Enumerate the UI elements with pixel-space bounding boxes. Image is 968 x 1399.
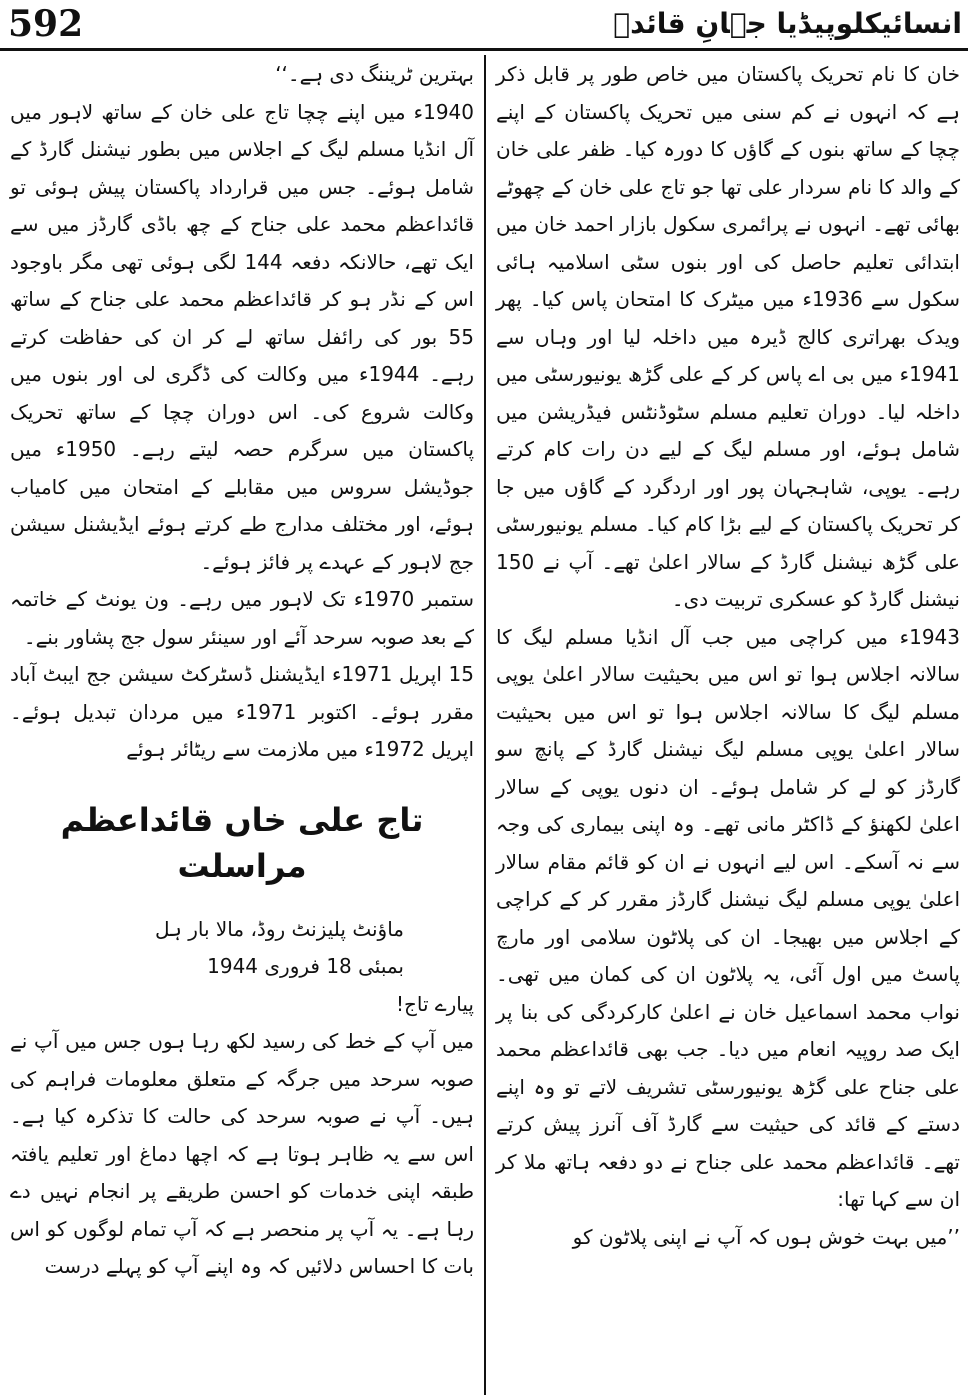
right-column [496,56,960,1256]
letter-body: میں آپ کے خط کی رسید لکھ رہا ہوں جس میں آپ نے صوبہ سرحد میں جرگہ کے متعلق معلومات فراہم کی ہیں۔ آپ نے صوبہ سرحد کی حالت کا تذکرہ کیا ہے۔ اس سے یہ ظاہر ہوتا ہے کہ اچھا دماغ اور تعلیم یافتہ طبقہ اپنی خدمات کو احسن طریقے پر انجام نہیں دے رہا ہے۔ یہ آپ پر منحصر ہے کہ آپ تمام لوگوں کو اس بات کا احساس دلائیں کہ وہ اپنے آپ کو پہلے درست [10,1029,474,1278]
paragraph: 1940ء میں اپنے چچا تاج علی خان کے ساتھ لاہور میں آل انڈیا مسلم لیگ کے اجلاس میں بطور نیشنل گارڈ کے شامل ہوئے۔ جس میں قرارداد پاکستان پیش ہوئی تو قائداعظم محمد علی جناح کے چھ باڈی گارڈز میں سے ایک تھے، حالانکہ دفعہ 144 لگی ہوئی تھی مگر باوجود اس کے نڈر ہو کر قائداعظم محمد علی جناح کے ساتھ 55 بور کی رائفل ساتھ لے کر ان کی حفاظت کرتے رہے۔ 1944ء میں وکالت کی ڈگری لی اور بنوں میں وکالت شروع کی۔ اس دوران چچا کے ساتھ تحریک پاکستان میں سرگرم حصہ لیتے رہے۔ 1950ء میں جوڈیشل سروس میں مقابلے کے امتحان میں کامیاب ہوئے، اور مختلف مدارج طے کرتے ہوئے ایڈیشنل سیشن جج لاہور کے عہدے پر فائز ہوئے۔ [10,99,475,574]
page-header [0,0,968,48]
column-divider [484,55,486,1395]
section-heading: تاج علی خاں قائداعظم مراسلت [60,800,424,885]
letter-address: ماؤنٹ پلیزنٹ روڈ، مالا بار ہل [155,916,404,941]
page-number: 592 [8,3,84,45]
header-rule [0,48,968,51]
letter-date: بمبئی 18 فروری 1944 [207,954,404,978]
paragraph: 1943ء میں کراچی میں جب آل انڈیا مسلم لیگ کا سالانہ اجلاس ہوا تو اس میں بحیثیت سالار اعلیٰ یوپی مسلم لیگ کا سالانہ اجلاس ہوا تو اس میں بحیثیت سالار اعلیٰ یوپی مسلم لیگ نیشنل گارڈ کے پانچ سو گارڈز کو لے کر شامل ہوئے۔ ان دنوں یوپی کے سالار اعلیٰ لکھنؤ کے ڈاکٹر مانی تھے۔ وہ اپنی بیماری کی وجہ سے نہ آسکے۔ اس لیے انہوں نے ان کو قائم مقام سالار اعلیٰ یوپی مسلم لیگ نیشنل گارڈز مقرر کر کے کراچی کے اجلاس میں بھیجا۔ ان کی پلاٹون سلامی اور مارچ پاسٹ میں اول آئی، یہ پلاٹون ان کی کمان میں تھی۔ نواب محمد اسماعیل خان نے اعلیٰ کارکردگی کی بنا پر ایک صد روپیہ انعام میں دیا۔ جب بھی قائداعظم محمد علی جناح علی گڑھ یونیورسٹی تشریف لاتے تو وہ اپنے دستے کے قائد کی حیثیت سے گارڈ آف آنرز پیش کرتے تھے۔ قائداعظم محمد علی جناح نے دو دفعہ ہاتھ ملا کر ان سے کہا تھا: [496,624,960,1211]
running-title: انسائیکلوپیڈیا جہانِ قائدؒ [613,7,962,40]
paragraph: خان کا نام تحریک پاکستان میں خاص طور پر قابل ذکر ہے کہ انہوں نے کم سنی میں تحریک پاکستان کے اپنے چچا کے ساتھ بنوں کے گاؤں کا دورہ کیا۔ ظفر علی خان کے والد کا نام سردار علی تھا جو تاج علی خان کے چھوٹے بھائی تھے۔ انہوں نے پرائمری سکول بازار احمد خان میں ابتدائی تعلیم حاصل کی اور بنوں سٹی اسلامیہ ہائی سکول سے 1936ء میں میٹرک کا امتحان پاس کیا۔ پھر ویدک بھراتری کالج ڈیرہ میں داخلہ لیا اور وہاں سے 1941ء میں بی اے پاس کر کے علی گڑھ یونیورسٹی میں داخلہ لیا۔ دوران تعلیم مسلم سٹوڈنٹس فیڈریشن میں شامل ہوئے، اور مسلم لیگ کے لیے دن رات کام کرتے رہے۔ یوپی، شاہجہان پور اور اردگرد کے گاؤں میں جا کر تحریک پاکستان کے لیے بڑا کام کیا۔ مسلم یونیورسٹی علی گڑھ نیشنل گارڈ کے سالار اعلیٰ تھے۔ آپ نے 150 نیشنل گارڈ کو عسکری تربیت دی۔ [496,62,961,611]
quote-paragraph: ’’میں بہت خوش ہوں کہ آپ نے اپنی پلاٹون کو [572,1224,960,1249]
left-column [10,56,474,1286]
quote-continuation: بہترین ٹریننگ دی ہے۔‘‘ [275,62,474,86]
letter-salutation: پیارے تاج! [395,991,474,1016]
paragraph: 15 اپریل 1971ء ایڈیشنل ڈسٹرکٹ سیشن جج ایبٹ آباد مقرر ہوئے۔ اکتوبر 1971ء میں مردان تبدیل ہوئے۔ اپریل 1972ء میں ملازمت سے ریٹائر ہوئے [10,662,474,761]
paragraph: ستمبر 1970ء تک لاہور میں رہے۔ ون یونٹ کے خاتمہ کے بعد صوبہ سرحد آئے اور سینئر سول جج پشاور بنے۔ [10,587,474,649]
